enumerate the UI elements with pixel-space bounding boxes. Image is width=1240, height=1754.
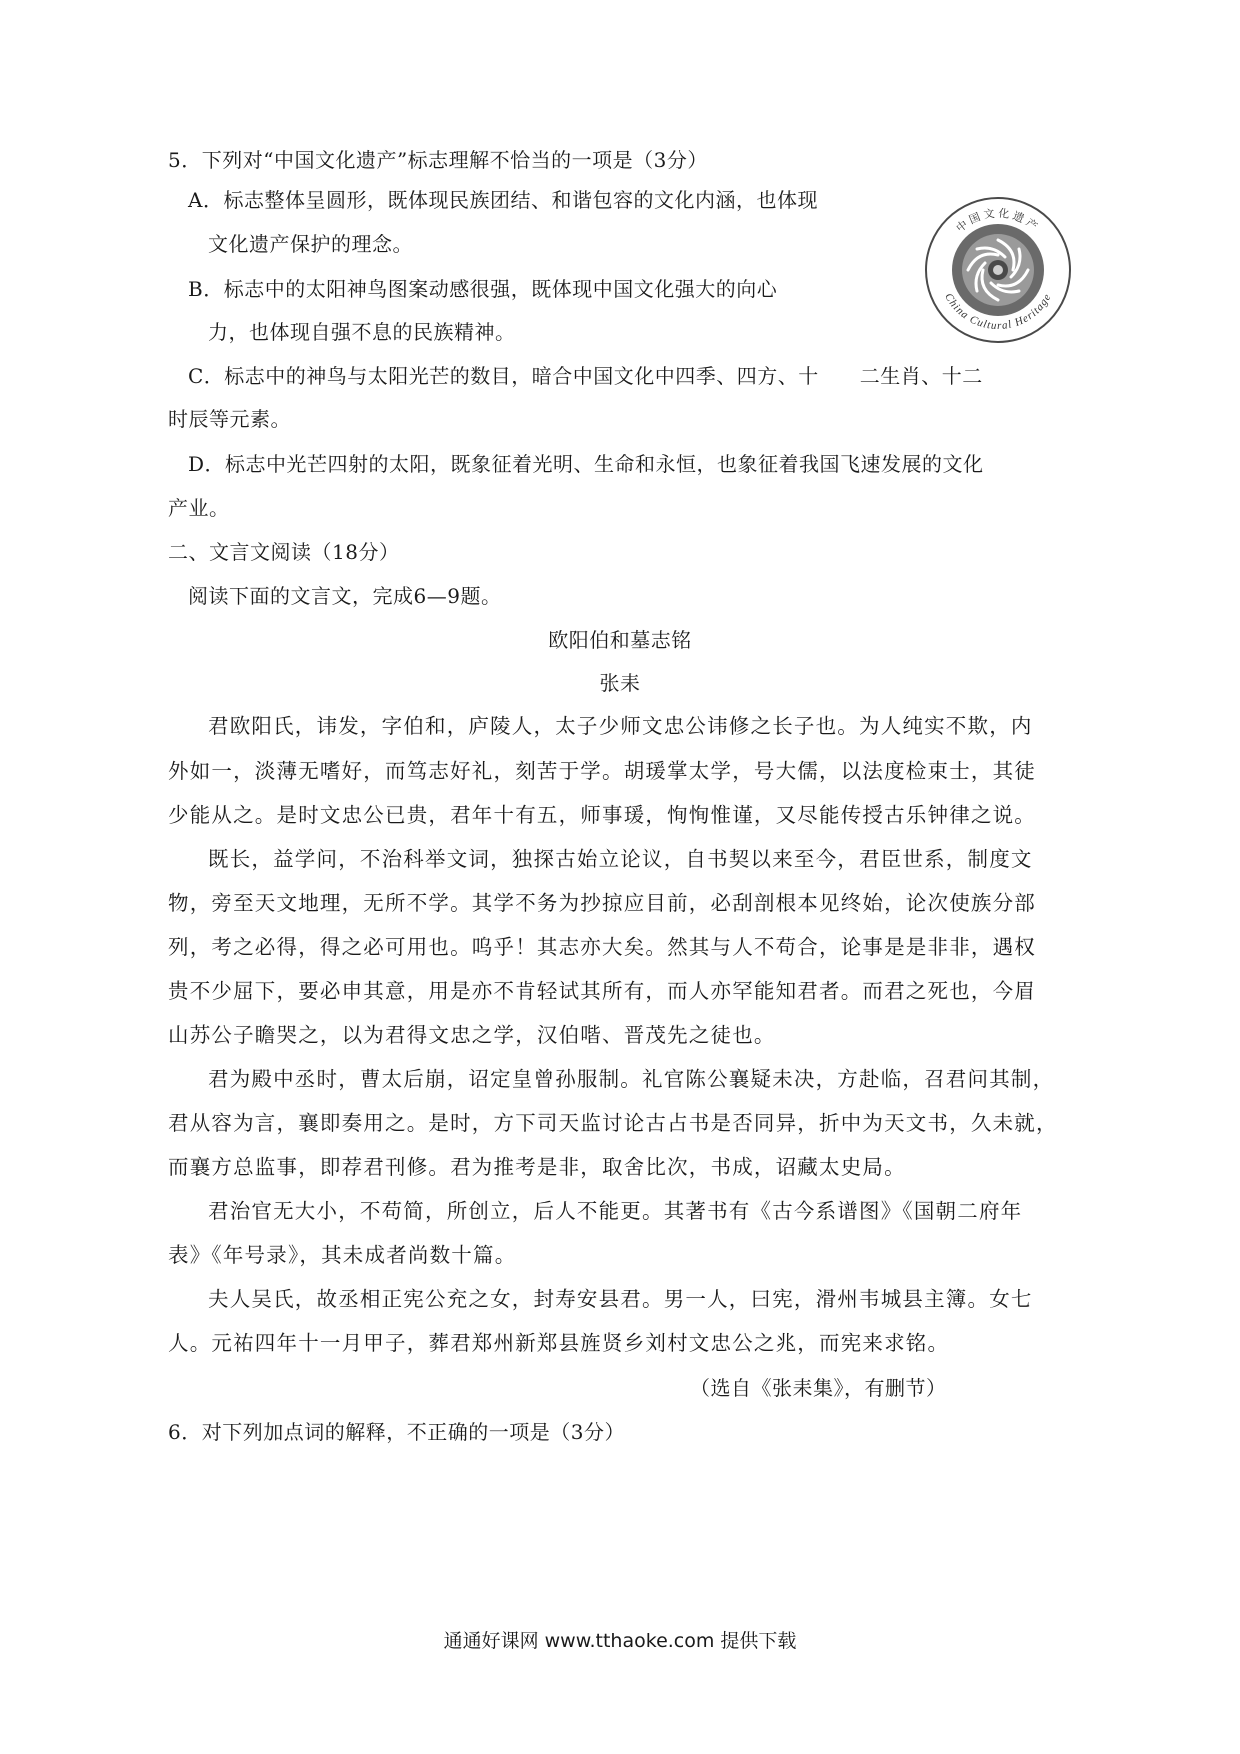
article-line: 君为殿中丞时，曹太后崩，诏定皇曾孙服制。礼官陈公襄疑未决，方赴临，召君问其制， <box>208 1069 1055 1091</box>
article-line: 君欧阳氏，讳发，字伯和，庐陵人，太子少师文忠公讳修之长子也。为人纯实不欺，内 <box>208 716 1033 738</box>
article-line: 既长，益学问，不治科举文词，独探古始立论议，自书契以来至今，君臣世系，制度文 <box>208 849 1033 871</box>
section-2-title: 二、文言文阅读（18分） <box>168 540 400 564</box>
sun-bird-emblem-icon <box>923 195 1073 345</box>
page-footer: 通通好课网 www.tthaoke.com 提供下载 <box>443 1630 797 1652</box>
article-line: 君从容为言，襄即奏用之。是时，方下司天监讨论古占书是否同异，折中为天文书，久未就， <box>168 1113 1058 1135</box>
article-line: 列，考之必得，得之必可用也。呜乎！其志亦大矣。然其与人不苟合，论事是是非非，遇权 <box>168 937 1036 959</box>
question-5-stem: 5．下列对“中国文化遗产”标志理解不恰当的一项是（3分） <box>168 148 708 172</box>
option-b-line-2: 力，也体现自强不息的民族精神。 <box>208 320 516 344</box>
article-line: 少能从之。是时文忠公已贵，君年十有五，师事瑗，恂恂惟谨，又尽能传授古乐钟律之说。 <box>168 805 1036 827</box>
option-c-line-1: C．标志中的神鸟与太阳光芒的数目，暗合中国文化中四季、四方、十 二生肖、十二 <box>188 364 983 388</box>
article-line: 山苏公子瞻哭之，以为君得文忠之学，汉伯喈、晋茂先之徒也。 <box>168 1025 776 1047</box>
article-line: 贵不少屈下，要必申其意，用是亦不肯轻试其所有，而人亦罕能知君者。而君之死也，今眉 <box>168 981 1036 1003</box>
article-source: （选自《张耒集》，有删节） <box>690 1376 947 1400</box>
option-a-line-1: A．标志整体呈圆形，既体现民族团结、和谐包容的文化内涵，也体现 <box>188 188 818 212</box>
option-c-line-2: 时辰等元素。 <box>168 407 291 431</box>
article-line: 外如一，淡薄无嗜好，而笃志好礼，刻苦于学。胡瑗掌太学，号大儒，以法度检束士，其徒 <box>168 761 1036 783</box>
article-title: 欧阳伯和墓志铭 <box>548 628 692 652</box>
article-line: 表》《年号录》，其未成者尚数十篇。 <box>168 1245 517 1267</box>
emblem-text-top: 中国文化遗产 <box>954 207 1042 235</box>
article-line: 夫人吴氏，故丞相正宪公充之女，封寿安县君。男一人，曰宪，滑州韦城县主簿。女七 <box>208 1289 1033 1311</box>
option-a-line-2: 文化遗产保护的理念。 <box>208 232 413 256</box>
article-line: 物，旁至天文地理，无所不学。其学不务为抄掠应目前，必刮剖根本见终始，论次使族分部 <box>168 893 1036 915</box>
question-6-stem: 6．对下列加点词的解释，不正确的一项是（3分） <box>168 1420 625 1444</box>
section-2-instruction: 阅读下面的文言文，完成6—9题。 <box>188 584 502 608</box>
option-d-line-1: D．标志中光芒四射的太阳，既象征着光明、生命和永恒，也象征着我国飞速发展的文化 <box>188 452 984 476</box>
article-line: 人。元祐四年十一月甲子，葬君郑州新郑县旌贤乡刘村文忠公之兆，而宪来求铭。 <box>168 1333 950 1355</box>
emblem-text-bottom: China Cultural Heritage <box>942 291 1054 333</box>
option-b-line-1: B．标志中的太阳神鸟图案动感很强，既体现中国文化强大的向心 <box>188 277 778 301</box>
article-line: 君治官无大小，不苟简，所创立，后人不能更。其著书有《古今系谱图》《国朝二府年 <box>208 1201 1023 1223</box>
option-d-line-2: 产业。 <box>168 496 230 520</box>
article-author: 张耒 <box>599 671 641 695</box>
article-line: 而襄方总监事，即荐君刊修。君为推考是非，取舍比次，书成，诏藏太史局。 <box>168 1157 906 1179</box>
